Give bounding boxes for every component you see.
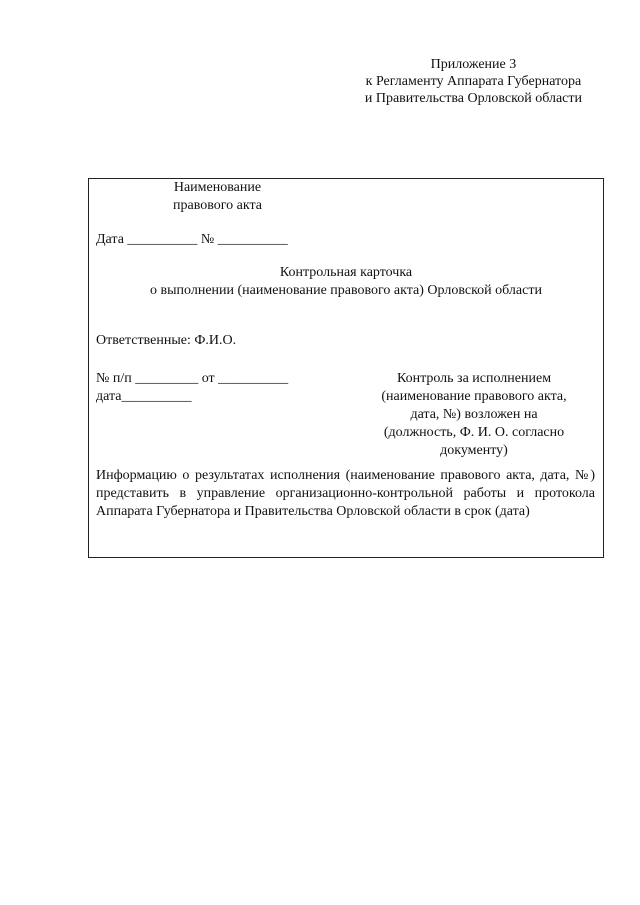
control-line1: Контроль за исполнением [396, 371, 552, 386]
control-line2: (наименование правового акта, [381, 389, 567, 404]
act-name-line2: правового акта [173, 198, 262, 213]
control-line4: (должность, Ф. И. О. согласно [383, 425, 565, 440]
control-line3: дата, №) возложен на [410, 407, 538, 422]
registration-number-line: № п/п _________ от __________ [96, 371, 289, 386]
act-name-line1: Наименование [173, 180, 262, 195]
control-line5: документу) [440, 443, 508, 458]
appendix-number: Приложение 3 [430, 57, 517, 72]
result-info-paragraph: Информацию о результатах исполнения (наименование правового акта, дата, №) представить в управление организационно-контрольной работы и протокола Аппарата Губернатора и Правительства Орловской области в срок (дата) [96, 468, 595, 519]
registration-date-line: дата__________ [96, 389, 192, 404]
date-number-line: Дата __________ № __________ [96, 232, 288, 247]
control-card [88, 178, 604, 558]
card-title-line1: Контрольная карточка [279, 265, 413, 280]
control-responsibility-block [344, 370, 604, 460]
appendix-reference-line2: и Правительства Орловской области [364, 91, 582, 106]
card-title-line2: о выполнении (наименование правового акта) Орловской области [150, 283, 542, 298]
appendix-header [365, 56, 582, 107]
appendix-reference-line1: к Регламенту Аппарата Губернатора [365, 74, 582, 89]
responsible-persons: Ответственные: Ф.И.О. [96, 333, 237, 348]
card-title [89, 264, 603, 300]
act-name-block [173, 179, 262, 215]
